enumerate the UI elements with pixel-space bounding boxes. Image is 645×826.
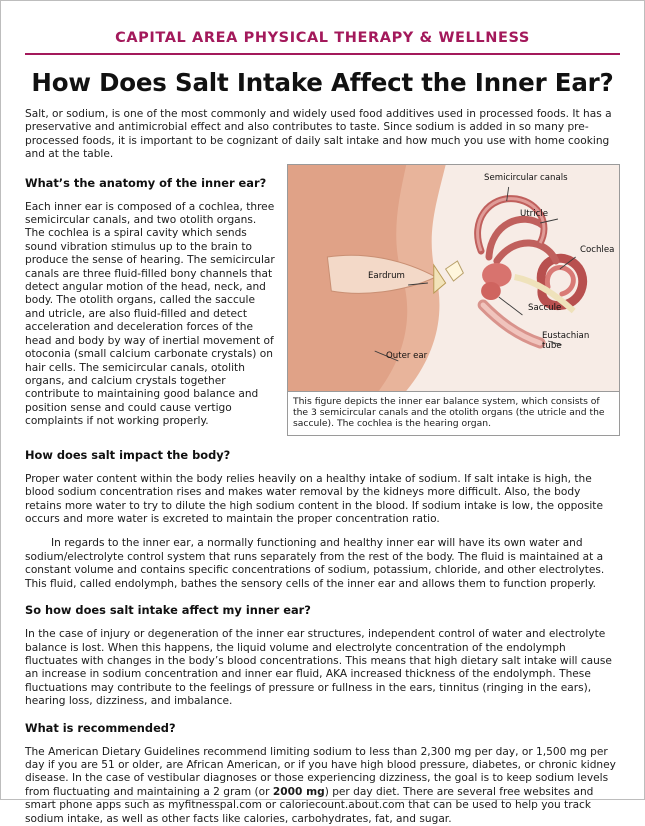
inner-ear-figure — [287, 164, 620, 436]
label-eustachian-tube: Eustachian tube — [542, 330, 590, 351]
label-saccule: Saccule — [528, 302, 562, 313]
section-heading-recommendation: What is recommended? — [25, 720, 176, 735]
ear-anatomy-svg — [288, 165, 619, 391]
salt-body-paragraph-2: In regards to the inner ear, a normally functioning and healthy inner ear will have its own water and sodium/electrolyte control system that runs separately from the rest of the body. The fluid is maintained at a constant volume and contains specific concentrations of sodium, potassium, chloride, and other electrolytes. This fluid, called endolymph, bathes the sensory cells of the inner ear and allows them to function properly. — [25, 537, 605, 590]
inner-ear-illustration — [288, 165, 619, 391]
recommendation-paragraph: The American Dietary Guidelines recommend limiting sodium to less than 2,300 mg per day, or 1,500 mg per day if you are 51 or older, are African American, or if you have high blood pressure, diabetes, or chronic kidney disease. In the case of vestibular diagnoses or those experiencing dizziness, the goal is to keep sodium levels from fluctuating and maintaining a 2 gram (or 2000 mg) per day diet. There are several free websites and smart phone apps such as myfitnesspal.com or caloriecount.about.com that can be used to help you track sodium intake, as well as other facts like calories, carbohydrates, fat, and sugar. — [25, 745, 616, 825]
inner-ear-effect-paragraph: In the case of injury or degeneration of the inner ear structures, independent control of water and electrolyte balance is lost. When this happens, the liquid volume and electrolyte concentration of the endolymph fluctuates with changes in the body’s blood concentrations. This means that high dietary salt intake will cause an increase in sodium concentration and inner ear fluid, AKA increased thickness of the endolymph. These fluctuations may contribute to the feelings of pressure or fullness in the ears, tinnitus (ringing in the ears), hearing loss, dizziness, and imbalance. — [25, 628, 612, 708]
anatomy-paragraph: Each inner ear is composed of a cochlea, three semicircular canals, and two otolith organs. The cochlea is a spiral cavity which sends sound vibration stimulus up to the brain to produce the sense of hearing. The semicircular canals are three fluid-filled bony channels that detect angular motion of the head, neck, and body. The otolith organs, called the saccule and utricle, are also fluid-filled and detect acceleration and deceleration forces of the head and body by way of inertial movement of otoconia (small calcium carbonate crystals) on hair cells. The semicircular canals, otolith organs, and calcium crystals together contribute to maintaining good balance and position sense and could cause vertigo complaints if not working properly. — [25, 200, 275, 428]
label-utricle: Utricle — [520, 208, 548, 219]
intro-paragraph: Salt, or sodium, is one of the most commonly and widely used food additives used in processed foods. It has a preservative and antimicrobial effect and also contributes to taste. Since sodium is added in so many pre-processed foods, it is important to be cognizant of daily salt intake and how much you use with home cooking and at the table. — [25, 108, 612, 161]
label-eardrum: Eardrum — [368, 270, 405, 281]
label-outer-ear: Outer ear — [386, 350, 428, 361]
section-heading-inner-ear-effect: So how does salt intake affect my inner ear? — [25, 603, 311, 618]
section-heading-anatomy: What’s the anatomy of the inner ear? — [25, 175, 267, 190]
anatomy-section — [25, 164, 620, 436]
page-title: How Does Salt Intake Affect the Inner Ear? — [31, 68, 614, 97]
salt-body-paragraph-1: Proper water content within the body relies heavily on a healthy intake of sodium. If salt intake is high, the blood sodium concentration rises and makes water removal by the kidneys more difficult. Also, the body retains more water to try to dilute the high sodium content in the blood. If sodium intake is low, the opposite occurs and more water is excreted to maintain the proper concentration ratio. — [25, 472, 603, 526]
figure-column — [287, 164, 620, 436]
brand-header — [25, 1, 620, 55]
clinic-name: CAPITAL AREA PHYSICAL THERAPY & WELLNESS — [115, 30, 530, 46]
anatomy-text-column — [25, 164, 277, 429]
header-divider — [25, 53, 620, 55]
section-heading-salt-body: How does salt impact the body? — [25, 447, 231, 462]
label-cochlea: Cochlea — [580, 244, 615, 255]
label-semicircular-canals: Semicircular canals — [484, 172, 568, 183]
figure-caption: This figure depicts the inner ear balance system, which consists of the 3 semicircular canals and the otolith organs (the utricle and the saccule). The cochlea is the hearing organ. — [288, 391, 619, 435]
